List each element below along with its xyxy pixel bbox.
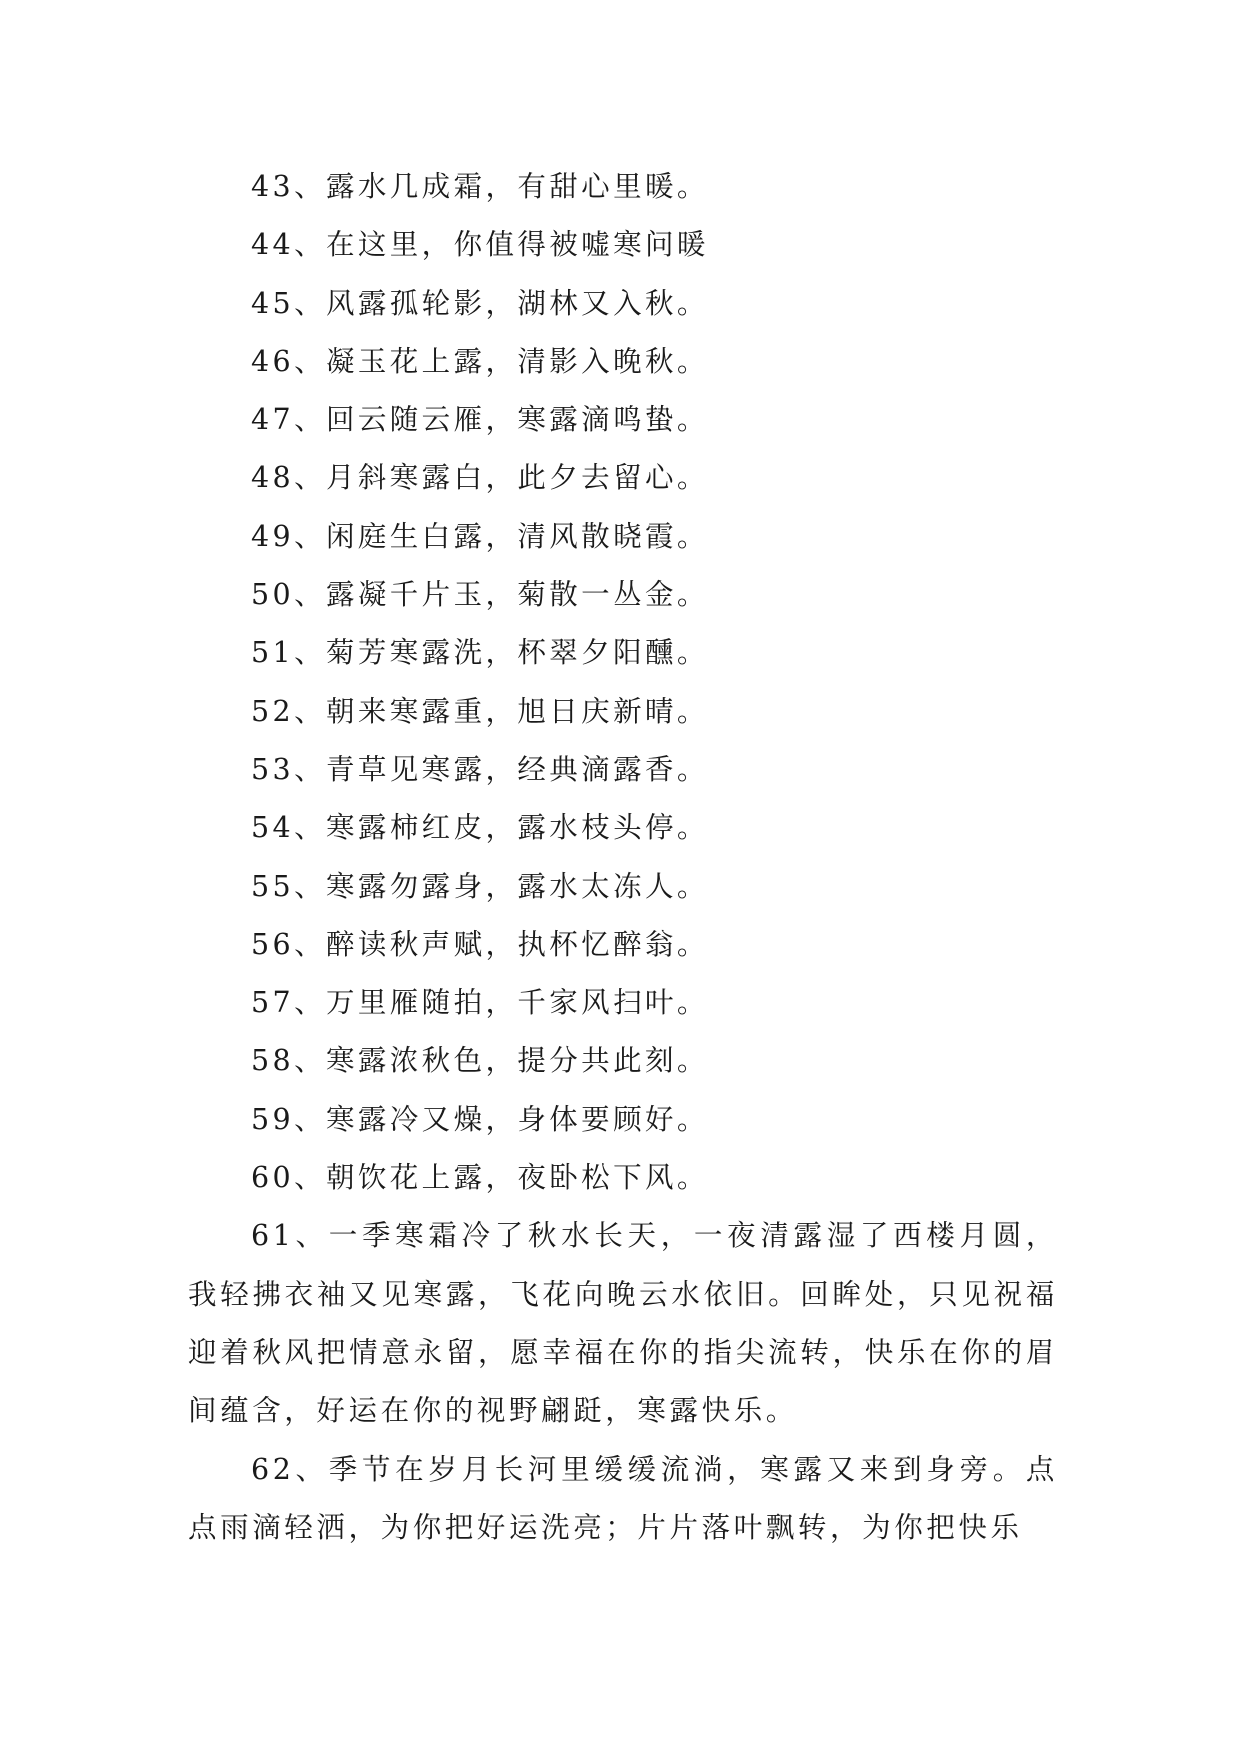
list-item: 47、回云随云雁，寒露滴鸣蛰。: [251, 403, 709, 437]
document-body: [188, 158, 1058, 1557]
list-item: 45、风露孤轮影，湖林又入秋。: [251, 286, 709, 320]
list-item: 43、露水几成霜，有甜心里暖。: [251, 170, 709, 203]
list-item: 49、闲庭生白露，清风散晓霞。: [251, 519, 709, 553]
paragraph: 62、季节在岁月长河里缓缓流淌，寒露又来到身旁。点点雨滴轻洒，为你把好运洗亮；片片落叶飘转，为你把快乐: [188, 1452, 1058, 1544]
list-item: 48、月斜寒露白，此夕去留心。: [251, 461, 709, 495]
list-item: 60、朝饮花上露，夜卧松下风。: [251, 1161, 709, 1195]
list-item: 58、寒露浓秋色，提分共此刻。: [251, 1044, 709, 1078]
list-item: 46、凝玉花上露，清影入晚秋。: [251, 344, 709, 378]
list-item: 57、万里雁随拍，千家风扫叶。: [251, 986, 709, 1020]
list-item: 53、青草见寒露，经典滴露香。: [251, 752, 709, 786]
list-item: 54、寒露柿红皮，露水枝头停。: [251, 811, 709, 845]
list-item: 55、寒露勿露身，露水太冻人。: [251, 869, 709, 903]
paragraph: 61、一季寒霜冷了秋水长天，一夜清露湿了西楼月圆，我轻拂衣袖又见寒露，飞花向晚云水依旧。回眸处，只见祝福迎着秋风把情意永留，愿幸福在你的指尖流转，快乐在你的眉间蕴含，好运在你的视野翩跹，寒露快乐。: [188, 1219, 1058, 1428]
list-item: 44、在这里，你值得被嘘寒问暖: [251, 228, 709, 262]
list-item: 51、菊芳寒露洗，杯翠夕阳醺。: [251, 636, 709, 670]
list-item: 56、醉读秋声赋，执杯忆醉翁。: [251, 927, 709, 961]
list-item: 50、露凝千片玉，菊散一丛金。: [251, 578, 709, 612]
list-item: 52、朝来寒露重，旭日庆新晴。: [251, 694, 709, 728]
list-item: 59、寒露冷又燥，身体要顾好。: [251, 1102, 709, 1136]
